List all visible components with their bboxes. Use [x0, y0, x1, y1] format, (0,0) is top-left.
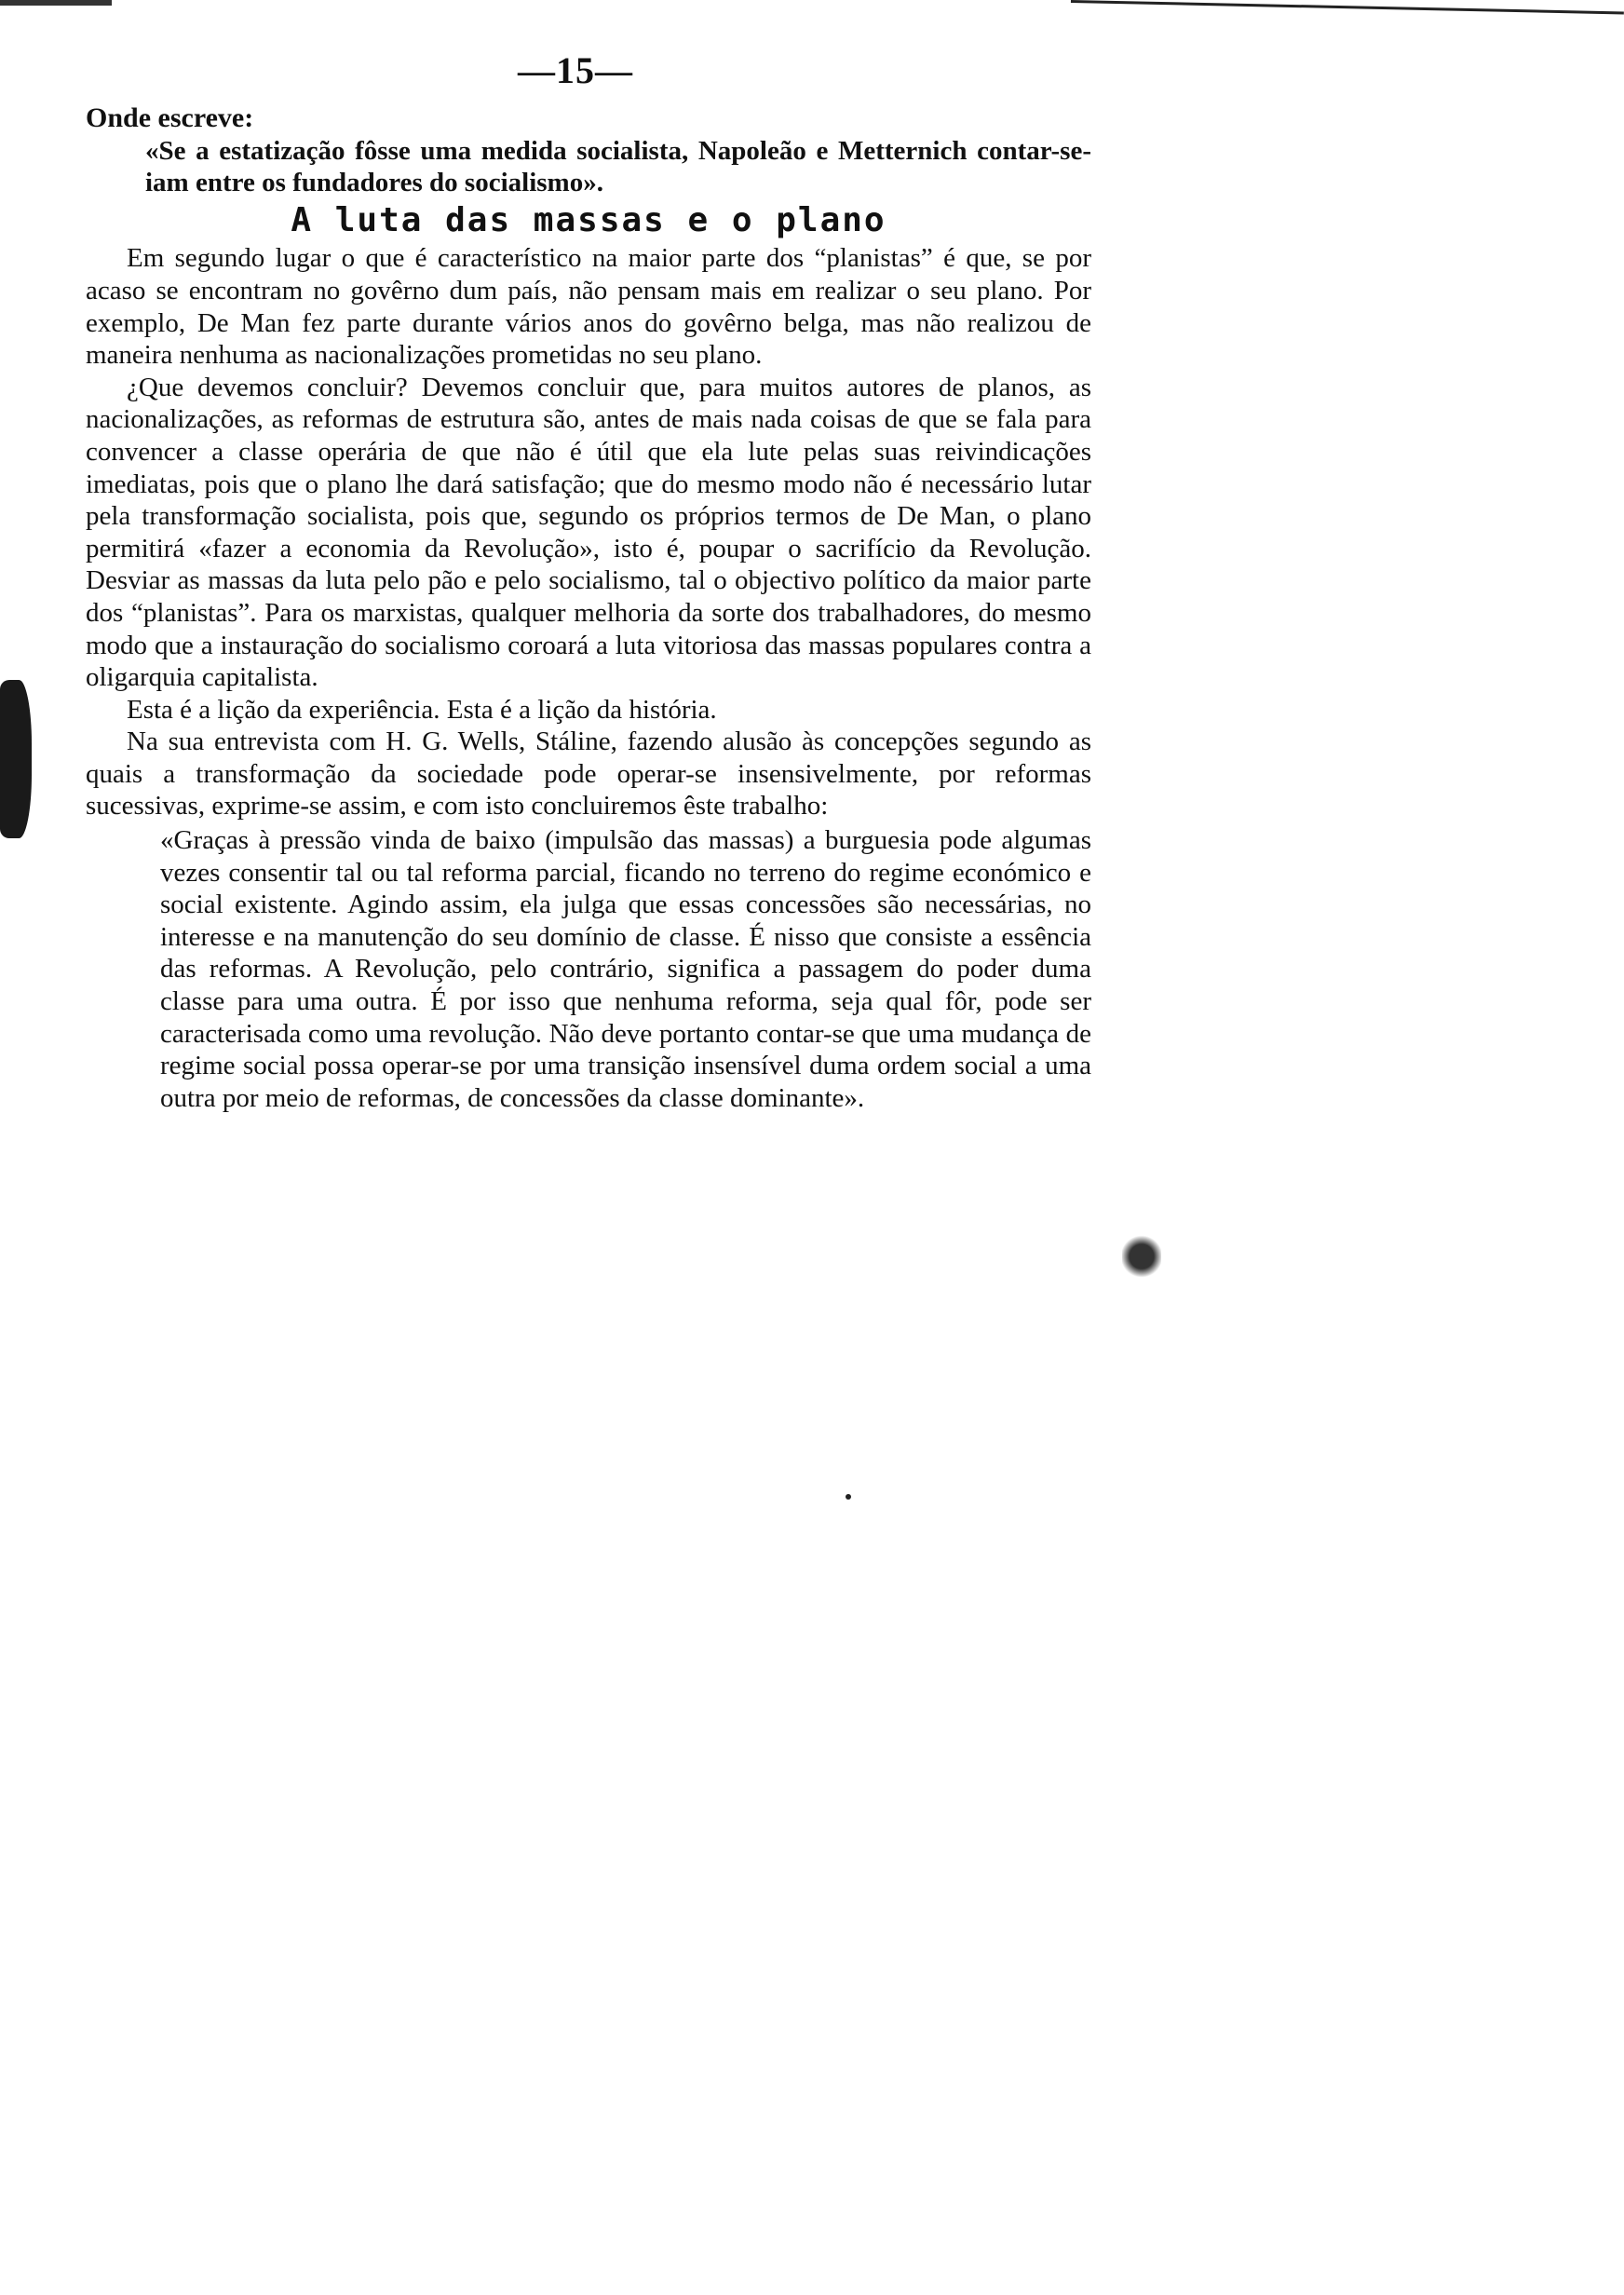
- scan-edge-mark: [0, 0, 112, 6]
- scan-edge-line: [1071, 0, 1624, 27]
- closing-quote: «Graças à pressão vinda de baixo (impulsão das massas) a burguesia pode algumas vezes consentir tal ou tal reforma parcial, ficando no terreno do regime económico e social existente. Agindo assim, ela julga que essas concessões são necessárias, no interesse e na manutenção do seu domínio de classe. É nisso que consiste a essência das reformas. A Revolução, pelo contrário, significa a passagem do poder duma classe para uma outra. É por isso que nenhuma reforma, seja qual fôr, pode ser caracterisada como uma revolução. Não deve portanto contar-se que uma mudança de regime social possa operar-se por uma transição insensível duma ordem social a uma outra por meio de reformas, de concessões da classe dominante».: [160, 825, 1091, 1113]
- stray-dot: [846, 1494, 851, 1500]
- page-number: —15—: [518, 49, 633, 91]
- scan-smudge-right: [1122, 1228, 1161, 1285]
- document-body: [86, 102, 1091, 1114]
- scan-smudge-left: [0, 680, 32, 838]
- intro-quote: «Se a estatização fôsse uma medida socialista, Napoleão e Metternich contar-se-iam entre os fundadores do socialismo».: [145, 135, 1091, 198]
- intro-lead: Onde escreve:: [86, 102, 254, 133]
- paragraph-1: Em segundo lugar o que é característico na maior parte dos “planistas” é que, se por acaso se encontram no govêrno dum país, não pensam mais em realizar o seu plano. Por exemplo, De Man fez parte durante vários anos do govêrno belga, mas não realizou de maneira nenhuma as nacionalizações prometidas no seu plano.: [86, 243, 1091, 371]
- section-title: A luta das massas e o plano: [291, 200, 886, 239]
- paragraph-4: Na sua entrevista com H. G. Wells, Stáline, fazendo alusão às concepções segundo as quais a transformação da sociedade pode operar-se insensivelmente, por reformas sucessivas, exprime-se assim, e com isto concluiremos êste trabalho:: [86, 727, 1091, 822]
- paragraph-2: ¿Que devemos concluir? Devemos concluir que, para muitos autores de planos, as nacionalizações, as reformas de estrutura são, antes de mais nada coisas de que se fala para convencer a classe operária de que não é útil que ela lute pelas suas reivindicações imediatas, pois que o plano lhe dará satisfação; que do mesmo modo não é necessário lutar pela transformação socialista, pois que, segundo os próprios termos de De Man, o plano permitirá «fazer a economia da Revolução», isto é, poupar o sacrifício da Revolução. Desviar as massas da luta pelo pão e pelo socialismo, tal o objectivo político da maior parte dos “planistas”. Para os marxistas, qualquer melhoria da sorte dos trabalhadores, do mesmo modo que a instauração do socialismo coroará a luta vitoriosa das massas populares contra a oligarquia capitalista.: [86, 372, 1091, 693]
- paragraph-3: Esta é a lição da experiência. Esta é a lição da história.: [127, 694, 717, 725]
